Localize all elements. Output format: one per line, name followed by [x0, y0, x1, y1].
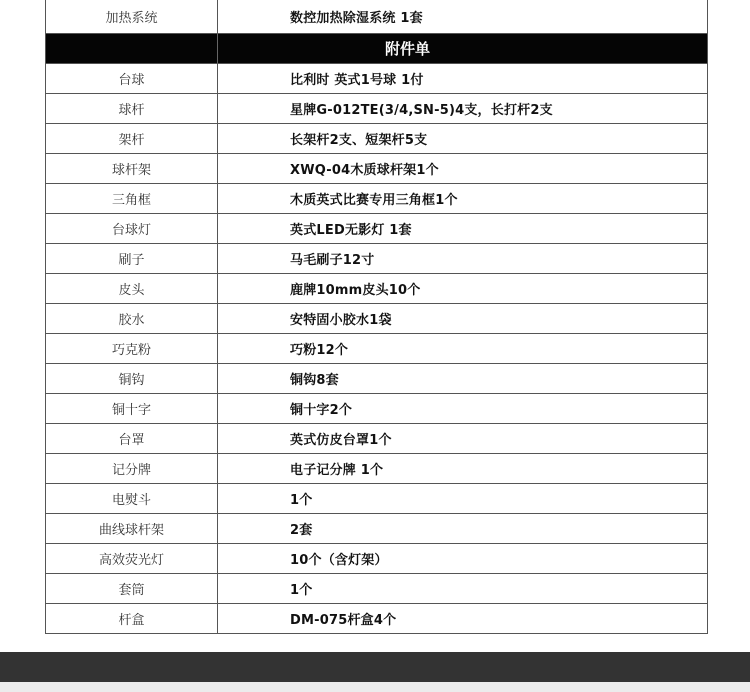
row-value: 英式LED无影灯 1套 [290, 223, 412, 238]
row-value: 电子记分牌 1个 [290, 463, 384, 478]
row-label: 球杆 [46, 94, 218, 123]
table-row [46, 334, 707, 364]
table-row [46, 484, 707, 514]
table-row [46, 544, 707, 574]
row-value: 铜钩8套 [290, 373, 339, 388]
table-row [46, 154, 707, 184]
row-value: 铜十字2个 [290, 403, 353, 418]
row-label: 电熨斗 [46, 484, 218, 513]
row-label: 巧克粉 [46, 334, 218, 363]
row-value: DM-075杆盒4个 [290, 613, 397, 628]
accessory-rows [46, 64, 707, 634]
table-row [46, 94, 707, 124]
footer-bar [0, 652, 750, 682]
row-label: 台球灯 [46, 214, 218, 243]
table-row [46, 454, 707, 484]
row-value: 1个 [290, 493, 313, 508]
row-value: XWQ-04木质球杆架1个 [290, 163, 439, 178]
table-row [46, 304, 707, 334]
table-row [46, 604, 707, 634]
row-label: 胶水 [46, 304, 218, 333]
table-row [46, 574, 707, 604]
row-value: 2套 [290, 523, 313, 538]
row-label: 加热系统 [46, 0, 218, 33]
row-value: 10个（含灯架） [290, 553, 388, 568]
row-label: 铜钩 [46, 364, 218, 393]
table-row [46, 274, 707, 304]
table-row [46, 394, 707, 424]
table-row [46, 214, 707, 244]
row-label: 台球 [46, 64, 218, 93]
row-value: 英式仿皮台罩1个 [290, 433, 392, 448]
row-label: 记分牌 [46, 454, 218, 483]
row-value: 鹿牌10mm皮头10个 [290, 283, 421, 298]
row-label: 球杆架 [46, 154, 218, 183]
section-header [46, 34, 707, 64]
section-header-left [46, 34, 218, 63]
row-label: 皮头 [46, 274, 218, 303]
row-value: 马毛刷子12寸 [290, 253, 375, 268]
row-label: 曲线球杆架 [46, 514, 218, 543]
row-value: 长架杆2支、短架杆5支 [290, 133, 428, 148]
row-value: 巧粉12个 [290, 343, 349, 358]
row-label: 台罩 [46, 424, 218, 453]
table-row [46, 184, 707, 214]
row-label: 杆盒 [46, 604, 218, 633]
table-row [46, 364, 707, 394]
table-row [46, 244, 707, 274]
table-row [46, 64, 707, 94]
row-label: 刷子 [46, 244, 218, 273]
table-row [46, 424, 707, 454]
row-value: 比利时 英式1号球 1付 [290, 73, 424, 88]
table-row [46, 514, 707, 544]
row-label: 套筒 [46, 574, 218, 603]
row-value: 星牌G-012TE(3/4,SN-5)4支，长打杆2支 [290, 103, 553, 118]
section-title: 附件单 [384, 40, 430, 58]
row-value: 安特固小胶水1袋 [290, 313, 392, 328]
accessory-table [45, 0, 708, 634]
row-value: 1个 [290, 583, 313, 598]
row-label: 架杆 [46, 124, 218, 153]
row-label: 铜十字 [46, 394, 218, 423]
row-value: 数控加热除湿系统 1套 [290, 11, 423, 26]
row-label: 三角框 [46, 184, 218, 213]
row-value: 木质英式比赛专用三角框1个 [290, 193, 458, 208]
table-row [46, 124, 707, 154]
row-label: 高效荧光灯 [46, 544, 218, 573]
footer-strip [0, 682, 750, 692]
table-row-heating [46, 0, 707, 34]
